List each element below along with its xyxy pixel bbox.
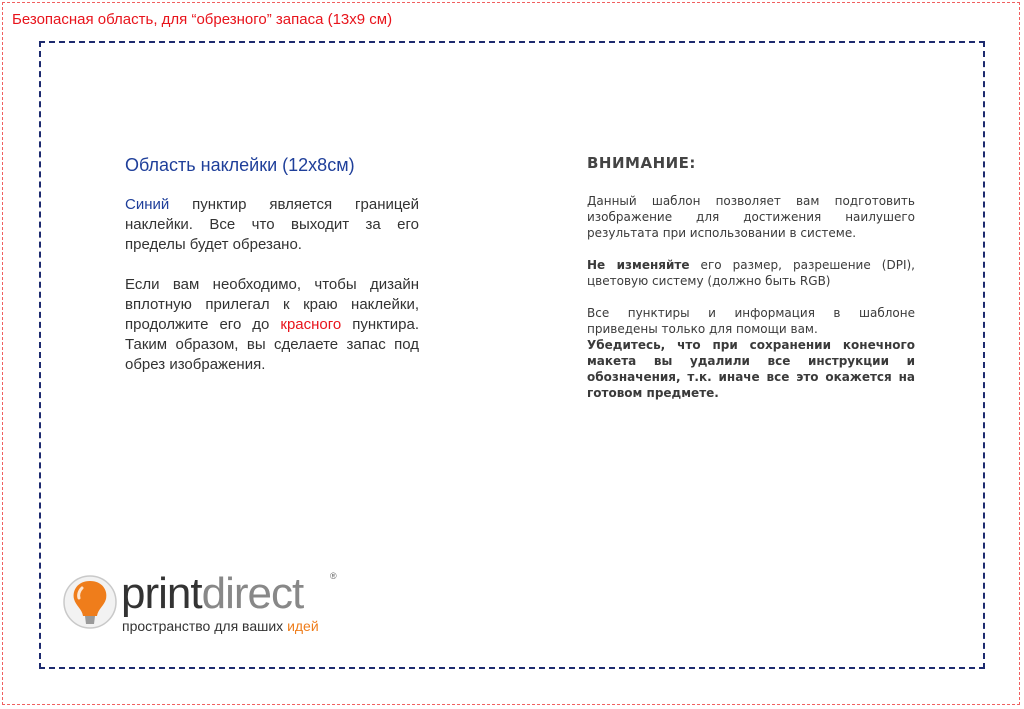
blue-word: Синий xyxy=(125,196,170,213)
warning-title: ВНИМАНИЕ: xyxy=(587,154,696,172)
guides-info-text: Все пунктиры и информация в шаблоне приведены только для помощи вам. xyxy=(587,306,915,336)
tagline-accent: идей xyxy=(287,618,319,634)
remove-guides-paragraph xyxy=(587,305,915,401)
tagline-main: пространство для ваших xyxy=(122,618,288,634)
bleed-text-before: Если вам необходимо, чтобы дизайн вплотную прилегал к краю наклейки, продолжите его до xyxy=(125,276,419,333)
brand-print: print xyxy=(121,569,202,618)
bleed-area-title: Безопасная область, для “обрезного” запаса (13x9 см) xyxy=(12,11,393,28)
warning-column xyxy=(587,155,915,417)
bleed-instruction-paragraph xyxy=(125,275,419,375)
sticker-area-title: Область наклейки (12x8см) xyxy=(125,155,355,175)
bleed-text-after: пунктира. Таким образом, вы сделаете запас под обрез изображения. xyxy=(125,316,419,373)
red-word: красного xyxy=(280,316,342,333)
blue-line-paragraph xyxy=(125,195,419,255)
remove-guides-bold: Убедитесь, что при сохранении конечного макета вы удалили все инструкции и обозначения, т.к. иначе все это окажется на готовом предмете. xyxy=(587,338,915,400)
brand-wordmark xyxy=(121,570,303,618)
do-not-change-paragraph xyxy=(587,257,915,289)
do-not-change-text: его размер, разрешение (DPI), цветовую систему (должно быть RGB) xyxy=(587,258,915,288)
sticker-info-column xyxy=(125,155,419,395)
blue-line-text: пунктир является границей наклейки. Все что выходит за его пределы будет обрезано. xyxy=(125,196,419,253)
template-purpose-paragraph: Данный шаблон позволяет вам подготовить изображение для достижения наилушего результата при использовании в системе. xyxy=(587,194,915,240)
registered-mark: ® xyxy=(330,571,337,581)
do-not-change-bold: Не изменяйте xyxy=(587,258,690,272)
brand-tagline xyxy=(122,618,319,634)
brand-direct: direct xyxy=(201,569,304,618)
